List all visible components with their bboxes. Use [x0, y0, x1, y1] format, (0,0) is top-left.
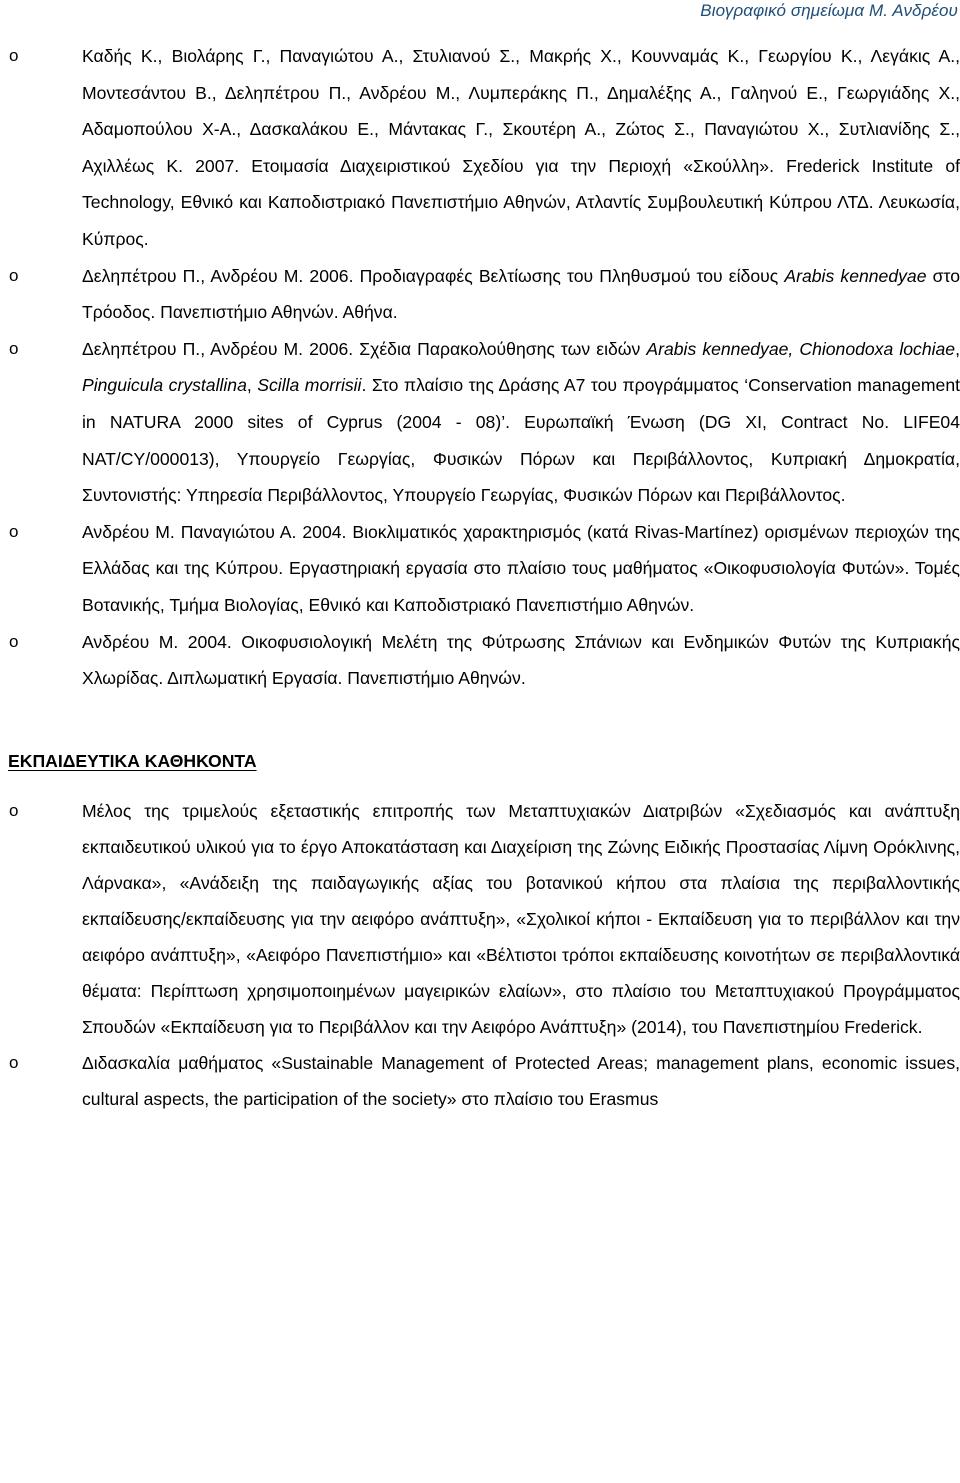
teaching-item	[0, 1045, 960, 1117]
publications-list	[0, 38, 960, 697]
bullet-marker: o	[9, 631, 19, 651]
teaching-text: Μέλος της τριμελούς εξεταστικής επιτροπής των Μεταπτυχιακών Διατριβών «Σχεδιασμός και ανάπτυξη εκπαιδευτικού υλικού για το έργο Αποκατάσταση και Διαχείριση της Ζώνης Ειδικής Προστασίας Λίμνη Ορόκλινης, Λάρνακα», «Ανάδειξη της παιδαγωγικής αξίας του βοτανικού κήπου στα πλαίσια της περιβαλλοντικής εκπαίδευσης/εκπαίδευσης για την αειφόρο ανάπτυξη», «Σχολικοί κήποι - Εκπαίδευση για το περιβάλλον και την αειφόρο ανάπτυξη», «Αειφόρο Πανεπιστήμιο» και «Βέλτιστοι τρόποι εκπαίδευσης κοινοτήτων σε περιβαλλοντικά θέματα: Περίπτωση χρησιμοποιημένων μαγειρικών ελαίων», στο πλαίσιο του Μεταπτυχιακού Προγράμματος Σπουδών «Εκπαίδευση για το Περιβάλλον και την Αειφόρο Ανάπτυξη» (2014), του Πανεπιστημίου Frederick.	[82, 800, 960, 1038]
publication-item	[0, 258, 960, 331]
publication-item	[0, 331, 960, 514]
bullet-marker: o	[9, 800, 19, 820]
bullet-marker: o	[9, 1053, 19, 1073]
running-header-title: Βιογραφικό σημείωμα Μ. Ανδρέου	[700, 1, 958, 20]
publication-item	[0, 38, 960, 258]
publication-text: Ανδρέου Μ. 2004. Οικοφυσιολογική Μελέτη της Φύτρωσης Σπάνιων και Ενδημικών Φυτών της Κυπριακής Χλωρίδας. Διπλωματική Εργασία. Πανεπιστήμιο Αθηνών.	[82, 631, 960, 689]
publication-text: Καδής Κ., Βιολάρης Γ., Παναγιώτου Α., Στυλιανού Σ., Μακρής Χ., Κουνναμάς Κ., Γεωργίου Κ., Λεγάκις Α., Μοντεσάντου Β., Δεληπέτρου Π., Ανδρέου Μ., Λυμπεράκης Π., Δημαλέξης Α., Γαληνού Ε., Γεωργιάδης Χ., Αδαμοπούλου Χ-Α., Δασκαλάκου Ε., Μάντακας Γ., Σκουτέρη Α., Ζώτος Σ., Παναγιώτου Χ., Συτλιανίδης Σ., Αχιλλέως Κ. 2007. Ετοιμασία Διαχειριστικού Σχεδίου για την Περιοχή «Σκούλλη». Frederick Institute of Technology, Εθνικό και Καποδιστριακό Πανεπιστήμιο Αθηνών, Ατλαντίς Συμβουλευτική Κύπρου ΛΤΔ. Λευκωσία, Κύπρος.	[82, 46, 960, 249]
teaching-list	[0, 793, 960, 1118]
publication-item	[0, 624, 960, 697]
bullet-marker: o	[9, 338, 19, 358]
teaching-item	[0, 793, 960, 1046]
publication-text: Ανδρέου Μ. Παναγιώτου Α. 2004. Βιοκλιματικός χαρακτηρισμός (κατά Rivas-Martínez) ορισμένων περιοχών της Ελλάδας και της Κύπρου. Εργαστηριακή εργασία στο πλαίσιο τους μαθήματος «Οικοφυσιολογία Φυτών». Τομές Βοτανικής, Τμήμα Βιολογίας, Εθνικό και Καποδιστριακό Πανεπιστήμιο Αθηνών.	[82, 521, 960, 615]
bullet-marker: o	[9, 521, 19, 541]
document-body	[0, 38, 960, 1118]
publication-text: Δεληπέτρου Π., Ανδρέου Μ. 2006. Σχέδια Παρακολούθησης των ειδών Arabis kennedyae, Chionodoxa lochiae, Pinguicula crystallina, Scilla morrisii. Στο πλαίσιο της Δράσης Α7 του προγράμματος ‘Conservation management in NATURA 2000 sites of Cyprus (2004 - 08)’. Ευρωπαϊκή Ένωση (DG XI, Contract No. LIFE04 NAT/CY/000013), Υπουργείο Γεωργίας, Φυσικών Πόρων και Περιβάλλοντος, Κυπριακή Δημοκρατία, Συντονιστής: Υπηρεσία Περιβάλλοντος, Υπουργείο Γεωργίας, Φυσικών Πόρων και Περιβάλλοντος.	[82, 338, 960, 506]
section-heading-teaching: ΕΚΠΑΙΔΕΥΤΙΚΑ ΚΑΘΗΚΟΝΤΑ	[8, 750, 257, 771]
publication-item	[0, 514, 960, 624]
bullet-marker: o	[9, 265, 19, 285]
publication-text: Δεληπέτρου Π., Ανδρέου Μ. 2006. Προδιαγραφές Βελτίωσης του Πληθυσμού του είδους Arabis kennedyae στο Τρόοδος. Πανεπιστήμιο Αθηνών. Αθήνα.	[82, 265, 960, 323]
bullet-marker: o	[9, 46, 19, 65]
teaching-text: Διδασκαλία μαθήματος «Sustainable Management of Protected Areas; management plans, economic issues, cultural aspects, the participation of the society» στο πλαίσιο του Erasmus	[82, 1053, 960, 1110]
